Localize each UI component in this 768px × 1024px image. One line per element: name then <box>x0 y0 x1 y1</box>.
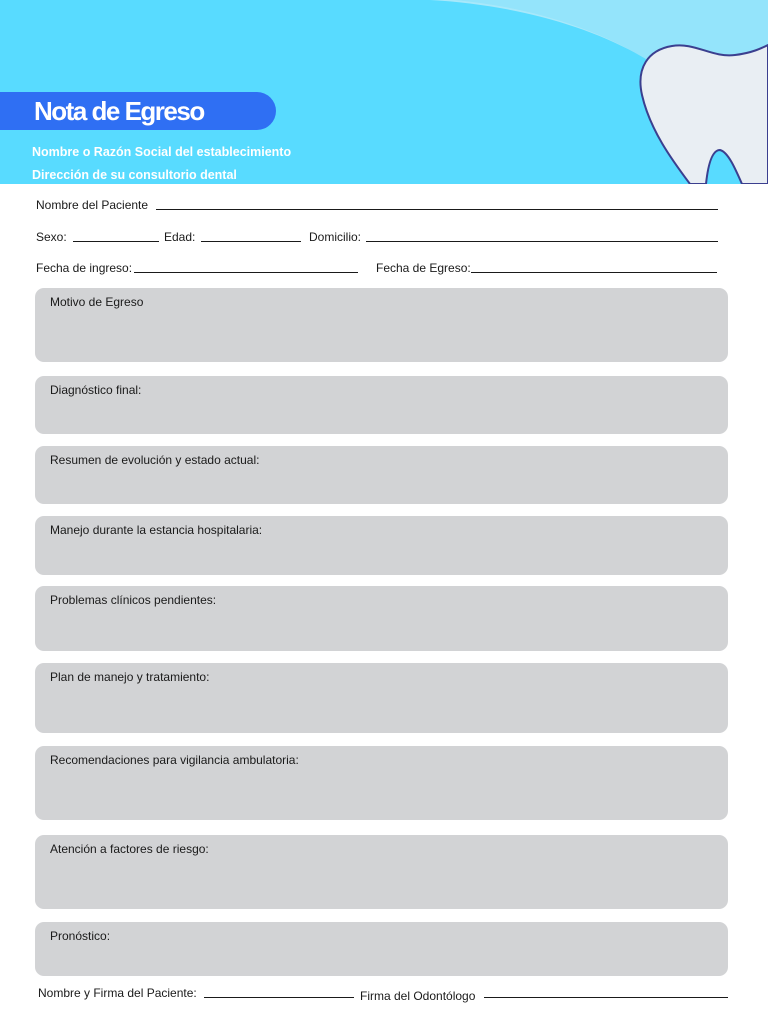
label-firma-odontologo: Firma del Odontólogo <box>360 989 476 1003</box>
edad-field[interactable] <box>201 241 301 242</box>
section-label: Motivo de Egreso <box>50 295 144 309</box>
section-label: Pronóstico: <box>50 929 111 943</box>
section-label: Diagnóstico final: <box>50 383 142 397</box>
establishment-name: Nombre o Razón Social del establecimiento <box>32 145 292 159</box>
clinic-address: Dirección de su consultorio dental <box>32 168 237 182</box>
firma-paciente-field[interactable] <box>204 997 354 998</box>
firma-odontologo-field[interactable] <box>484 997 728 998</box>
section-label: Recomendaciones para vigilancia ambulatoria: <box>50 753 299 767</box>
section-problemas-pendientes[interactable] <box>35 586 728 651</box>
section-label: Atención a factores de riesgo: <box>50 842 209 856</box>
section-resumen-evolucion[interactable] <box>35 446 728 504</box>
section-manejo-estancia[interactable] <box>35 516 728 575</box>
label-nombre-paciente: Nombre del Paciente <box>36 198 149 212</box>
label-fecha-egreso: Fecha de Egreso: <box>376 261 471 275</box>
section-pronostico[interactable] <box>35 922 728 976</box>
section-recomendaciones[interactable] <box>35 746 728 820</box>
section-label: Resumen de evolución y estado actual: <box>50 453 260 467</box>
fecha-egreso-field[interactable] <box>471 272 717 273</box>
section-label: Problemas clínicos pendientes: <box>50 593 217 607</box>
label-fecha-ingreso: Fecha de ingreso: <box>36 261 133 275</box>
section-diagnostico-final[interactable] <box>35 376 728 434</box>
domicilio-field[interactable] <box>366 241 718 242</box>
section-plan-manejo[interactable] <box>35 663 728 733</box>
section-label: Plan de manejo y tratamiento: <box>50 670 210 684</box>
sexo-field[interactable] <box>73 241 159 242</box>
label-sexo: Sexo: <box>36 230 67 244</box>
page-title: Nota de Egreso <box>34 96 204 126</box>
section-factores-riesgo[interactable] <box>35 835 728 909</box>
label-edad: Edad: <box>164 230 196 244</box>
nombre-paciente-field[interactable] <box>156 209 718 210</box>
fecha-ingreso-field[interactable] <box>134 272 358 273</box>
section-label: Manejo durante la estancia hospitalaria: <box>50 523 263 537</box>
label-domicilio: Domicilio: <box>309 230 362 244</box>
section-motivo-egreso[interactable] <box>35 288 728 362</box>
label-firma-paciente: Nombre y Firma del Paciente: <box>38 986 197 1000</box>
